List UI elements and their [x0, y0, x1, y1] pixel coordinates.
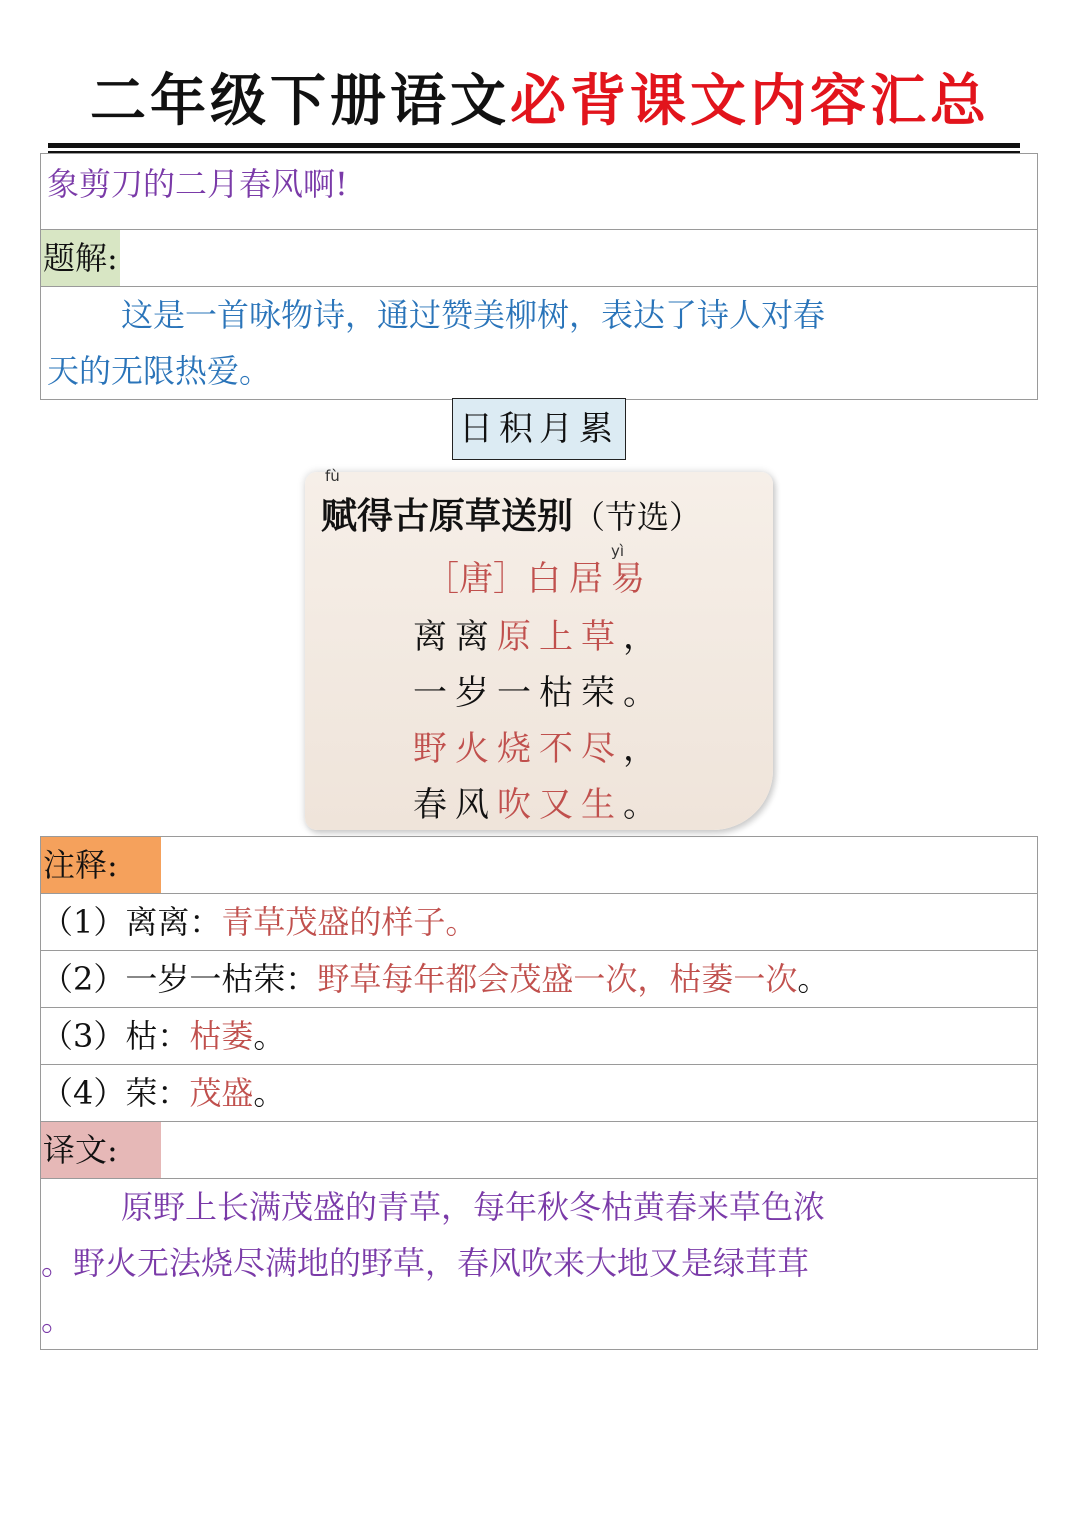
poem-line-4 [305, 780, 773, 830]
note-3-end: 。 [253, 1017, 286, 1055]
tijie-content-row [41, 287, 1037, 399]
poem-author [305, 554, 773, 604]
note-4 [41, 1065, 1037, 1121]
note-3 [41, 1008, 1037, 1064]
tijie-text-line1: 这是一首咏物诗，通过赞美柳树，表达了诗人对春 [121, 296, 826, 334]
poem-line-3 [305, 724, 773, 774]
tijie-row [41, 230, 1037, 287]
yiwen-line2: 。野火无法烧尽满地的野草，春风吹来大地又是绿茸茸 [41, 1244, 810, 1282]
note-2-num: （2） [41, 960, 126, 998]
yiwen-line1: 原野上长满茂盛的青草，每年秋冬枯黄春来草色浓 [121, 1188, 826, 1226]
yiwen-content-row [41, 1179, 1037, 1349]
page-title-red: 必背课文内容汇总 [510, 69, 990, 134]
note-2-term: 一岁一枯荣： [125, 960, 318, 998]
poem-line-2: 一岁一枯荣。 [413, 673, 665, 713]
rijiyuelei-label: 日积月累 [452, 398, 626, 460]
yiwen-label: 译文: [41, 1122, 161, 1178]
note-1-term: 离离： [125, 903, 222, 941]
tijie-label: 题解: [41, 230, 120, 286]
note-3-term: 枯： [125, 1017, 190, 1055]
poem-line-1-b: 原上草 [497, 617, 623, 657]
yiwen-label-row [41, 1122, 1037, 1179]
poem-title-text: 赋得古原草送别 [321, 496, 574, 537]
author-pinyin: yì [611, 542, 625, 560]
note-1-end: 。 [445, 903, 478, 941]
poem-line-1-a: 离离 [413, 617, 497, 657]
note-row-2 [41, 951, 1037, 1008]
previous-text-row [41, 154, 1037, 230]
poem-line-4-c: 。 [623, 785, 665, 825]
poem-title [321, 488, 701, 539]
poem-author-name: 白居易 [527, 559, 653, 599]
poem-line-3-b: ， [623, 729, 665, 769]
page-title-black: 二年级下册语文 [90, 69, 510, 134]
note-row-4 [41, 1065, 1037, 1122]
poem-card [305, 467, 773, 830]
note-1-num: （1） [41, 903, 126, 941]
note-3-num: （3） [41, 1017, 126, 1055]
poem-subtitle: （节选） [573, 498, 702, 536]
poem-line-4-b: 吹又生 [497, 785, 623, 825]
previous-poem-last-line: 象剪刀的二月春风啊! [47, 165, 348, 203]
note-4-term: 荣： [125, 1074, 190, 1112]
note-4-end: 。 [253, 1074, 286, 1112]
note-4-num: （4） [41, 1074, 126, 1112]
notes-label-row [41, 837, 1037, 894]
poem-line-1-c: ， [623, 617, 665, 657]
title-pinyin: fù [325, 467, 340, 485]
notes-box [40, 836, 1038, 1350]
poem-line-1 [305, 612, 773, 662]
notes-label: 注释: [41, 837, 161, 893]
top-box [40, 153, 1038, 400]
note-2-def: 野草每年都会茂盛一次，枯萎一次 [317, 960, 798, 998]
poem-line-3-a: 野火烧不尽 [413, 729, 623, 769]
title-rule-thick [48, 143, 1020, 148]
poem-line-4-a: 春风 [413, 785, 497, 825]
note-1-def: 青草茂盛的样子 [221, 903, 446, 941]
note-2-end: 。 [797, 960, 830, 998]
note-4-def: 茂盛 [189, 1074, 254, 1112]
page-title [0, 62, 1080, 142]
note-row-3 [41, 1008, 1037, 1065]
note-row-1 [41, 894, 1037, 951]
note-2 [41, 951, 1037, 1007]
note-1 [41, 894, 1037, 950]
poem-dynasty: ［唐］ [425, 559, 527, 599]
tijie-text-line2: 天的无限热爱。 [47, 352, 272, 390]
yiwen-line3: 。 [41, 1300, 74, 1338]
note-3-def: 枯萎 [189, 1017, 254, 1055]
